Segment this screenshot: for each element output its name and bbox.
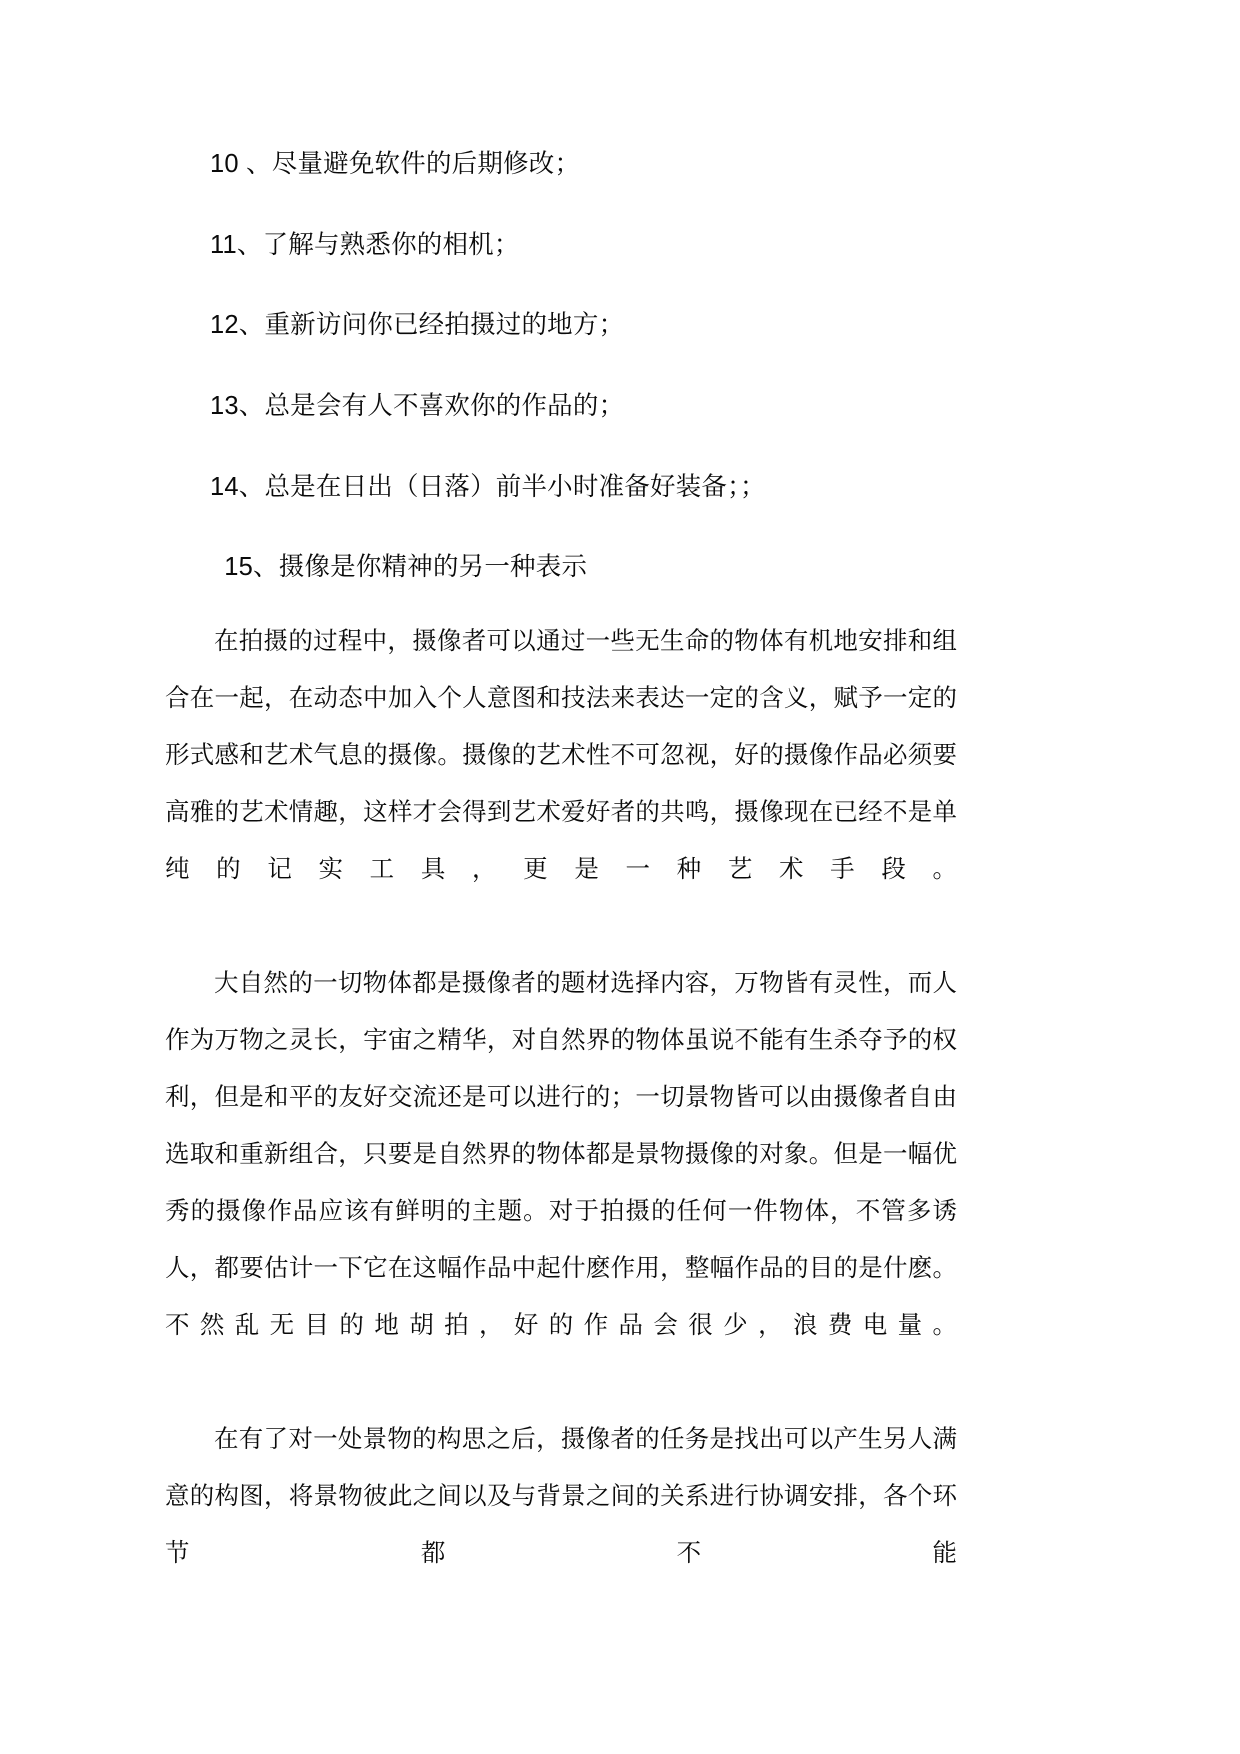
list-item: 12、重新访问你已经拍摄过的地方； xyxy=(210,311,625,340)
paragraph: 大自然的一切物体都是摄像者的题材选择内容，万物皆有灵性，而人作为万物之灵长，宇宙之精华，对自然界的物体虽说不能有生杀夺予的权利，但是和平的友好交流还是可以进行的；一切景物皆可以由摄像者自由选取和重新组合，只要是自然界的物体都是景物摄像的对象。但是一幅优秀的摄像作品应该有鲜明的主题。对于拍摄的任何一件物体，不管多诱人，都要估计一下它在这幅作品中起什麽作用，整幅作品的目的是什麽。不然乱无目的地胡拍，好的作品会很少，浪费电量。 xyxy=(165,969,957,1339)
paragraph: 在拍摄的过程中，摄像者可以通过一些无生命的物体有机地安排和组合在一起，在动态中加入个人意图和技法来表达一定的含义，赋予一定的形式感和艺术气息的摄像。摄像的艺术性不可忽视，好的摄像作品必须要高雅的艺术情趣，这样才会得到艺术爱好者的共鸣，摄像现在已经不是单纯的记实工具，更是一种艺术手段。 xyxy=(165,627,957,883)
list-item: 14、总是在日出（日落）前半小时准备好装备；； xyxy=(210,472,766,501)
list-item: 11、了解与熟悉你的相机； xyxy=(210,230,520,259)
paragraph: 在有了对一处景物的构思之后，摄像者的任务是找出可以产生另人满意的构图，将景物彼此之间以及与背景之间的关系进行协调安排，各个环节都不能 xyxy=(165,1425,957,1567)
list-item: 10 、尽量避免软件的后期修改； xyxy=(210,150,581,178)
text-column xyxy=(165,0,957,1639)
list-item: 13、总是会有人不喜欢你的作品的； xyxy=(210,391,625,420)
numbered-list xyxy=(165,0,957,585)
list-item: 15、摄像是你精神的另一种表示 xyxy=(217,553,588,582)
body-paragraphs xyxy=(165,585,957,1639)
